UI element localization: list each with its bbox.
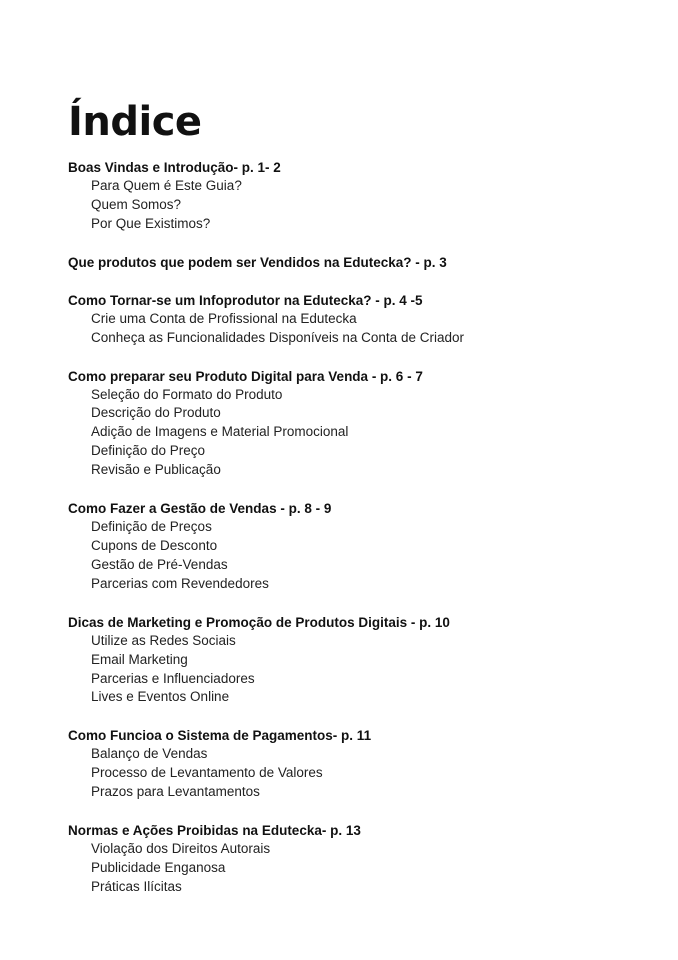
section-item: Email Marketing [91, 651, 188, 667]
section-item-list [68, 840, 658, 897]
toc-section [68, 821, 658, 897]
section-item: Prazos para Levantamentos [91, 784, 260, 800]
section-heading: Boas Vindas e Introdução- p. 1- 2 [68, 160, 281, 175]
section-heading: Dicas de Marketing e Promoção de Produtos Digitais - p. 10 [68, 614, 450, 630]
section-item: Gestão de Pré-Vendas [91, 556, 228, 572]
section-item: Parcerias e Influenciadores [91, 670, 255, 686]
section-item: Crie uma Conta de Profissional na Edutecka [91, 310, 357, 326]
section-item: Quem Somos? [91, 196, 182, 212]
section-item: Conheça as Funcionalidades Disponíveis na Conta de Criador [91, 329, 464, 345]
section-heading: Como Tornar-se um Infoprodutor na Edutecka? - p. 4 -5 [68, 292, 423, 308]
section-item: Adição de Imagens e Material Promocional [91, 424, 349, 440]
section-item: Seleção do Formato do Produto [91, 386, 283, 402]
section-item: Revisão e Publicação [91, 462, 221, 478]
section-item-list [68, 518, 658, 594]
section-item: Por Que Existimos? [91, 215, 211, 231]
index-page [68, 96, 658, 916]
section-item: Definição do Preço [91, 443, 206, 459]
toc-section [68, 613, 658, 708]
section-item-list [68, 745, 658, 802]
section-item: Práticas Ilícitas [91, 878, 182, 894]
page-title: Índice [68, 99, 202, 145]
section-heading: Normas e Ações Proibidas na Edutecka- p. 13 [68, 823, 361, 839]
toc-section [68, 726, 658, 802]
section-heading: Como Fazer a Gestão de Vendas - p. 8 - 9 [68, 501, 332, 517]
section-item: Para Quem é Este Guia? [91, 178, 242, 193]
section-heading: Como Funcioa o Sistema de Pagamentos- p. 11 [68, 728, 372, 744]
section-item-list [68, 632, 658, 708]
section-item: Processo de Levantamento de Valores [91, 765, 323, 781]
toc-section [68, 291, 658, 348]
section-heading: Como preparar seu Produto Digital para Venda - p. 6 - 7 [68, 368, 423, 384]
section-item-list [68, 177, 658, 234]
section-item: Lives e Eventos Online [91, 689, 230, 705]
section-item-list [68, 386, 658, 481]
section-item: Definição de Preços [91, 519, 212, 535]
section-item: Publicidade Enganosa [91, 859, 226, 875]
toc-section [68, 499, 658, 594]
section-item: Descrição do Produto [91, 405, 221, 421]
toc-section [68, 253, 658, 272]
section-item: Cupons de Desconto [91, 537, 218, 553]
section-item: Violação dos Direitos Autorais [91, 841, 271, 857]
section-item-list [68, 310, 658, 348]
section-item: Parcerias com Revendedores [91, 575, 269, 591]
section-item: Utilize as Redes Sociais [91, 632, 236, 648]
toc-section [68, 158, 658, 234]
section-item: Balanço de Vendas [91, 746, 208, 762]
section-heading: Que produtos que podem ser Vendidos na Edutecka? - p. 3 [68, 254, 447, 270]
toc-section [68, 367, 658, 481]
